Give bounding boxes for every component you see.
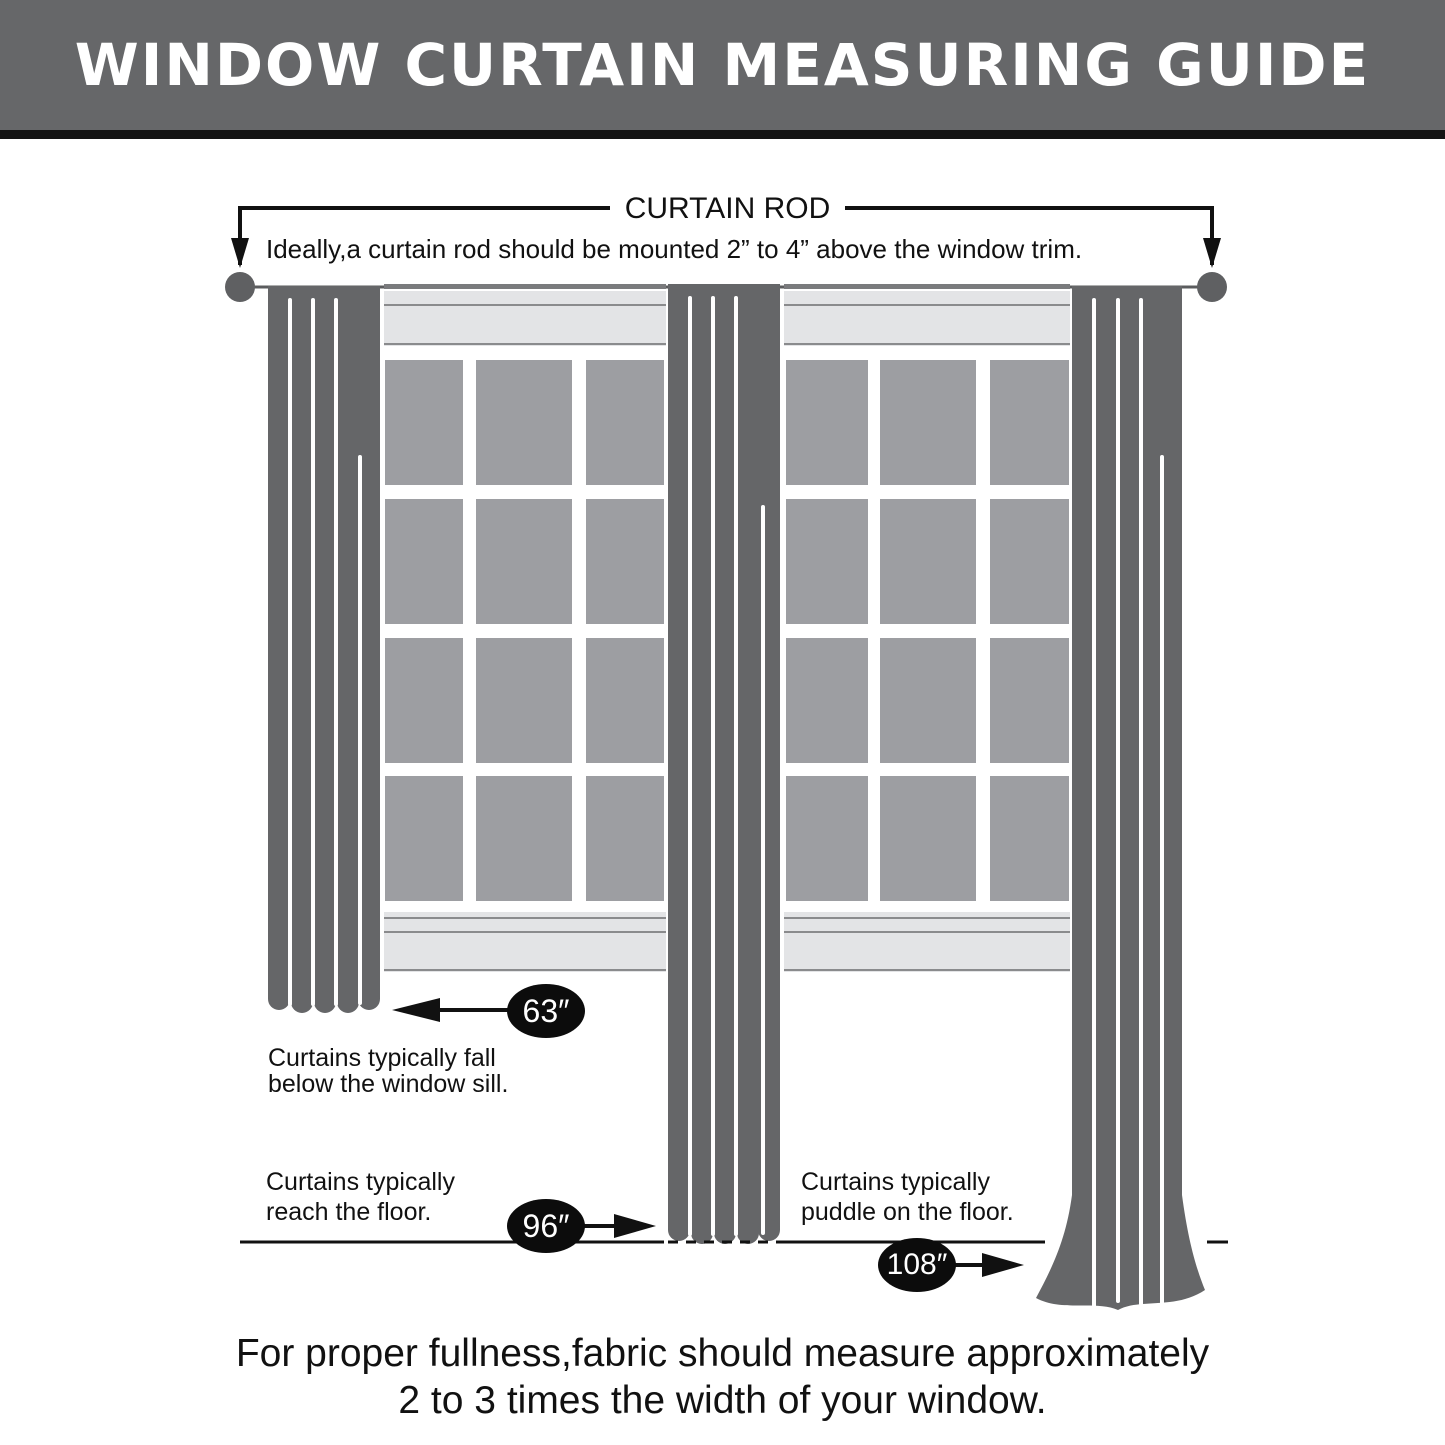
- rod-arrow-right-icon: [1203, 238, 1221, 268]
- window-left: [384, 284, 666, 972]
- note-96-line1: Curtains typically: [266, 1168, 455, 1196]
- rod-finial-left: [225, 272, 255, 302]
- page-title: WINDOW CURTAIN MEASURING GUIDE: [74, 31, 1371, 99]
- arrow-63-icon: [392, 998, 520, 1022]
- length-badge-108: 108″: [878, 1238, 956, 1292]
- rod-arrow-left-icon: [231, 238, 249, 268]
- note-63-line1: Curtains typically fall: [268, 1044, 496, 1072]
- window-right: [784, 284, 1070, 972]
- note-63-line2: below the window sill.: [268, 1070, 509, 1098]
- footer-line-2: 2 to 3 times the width of your window.: [398, 1379, 1047, 1422]
- note-108-line1: Curtains typically: [801, 1168, 990, 1196]
- arrow-108-icon: [945, 1253, 1024, 1277]
- length-badge-63: 63″: [507, 984, 585, 1038]
- note-108-line2: puddle on the floor.: [801, 1198, 1014, 1226]
- curtain-rod-note: Ideally,a curtain rod should be mounted 2” to 4” above the window trim.: [266, 234, 1083, 264]
- length-badge-96: 96″: [507, 1199, 585, 1253]
- curtain-rod-label: CURTAIN ROD: [610, 192, 845, 226]
- curtain-panel-63: [268, 286, 380, 1013]
- footer-line-1: For proper fullness,fabric should measure approximately: [235, 1332, 1210, 1375]
- note-96-line2: reach the floor.: [266, 1198, 432, 1226]
- rod-finial-right: [1197, 272, 1227, 302]
- curtain-panel-96: [668, 284, 780, 1244]
